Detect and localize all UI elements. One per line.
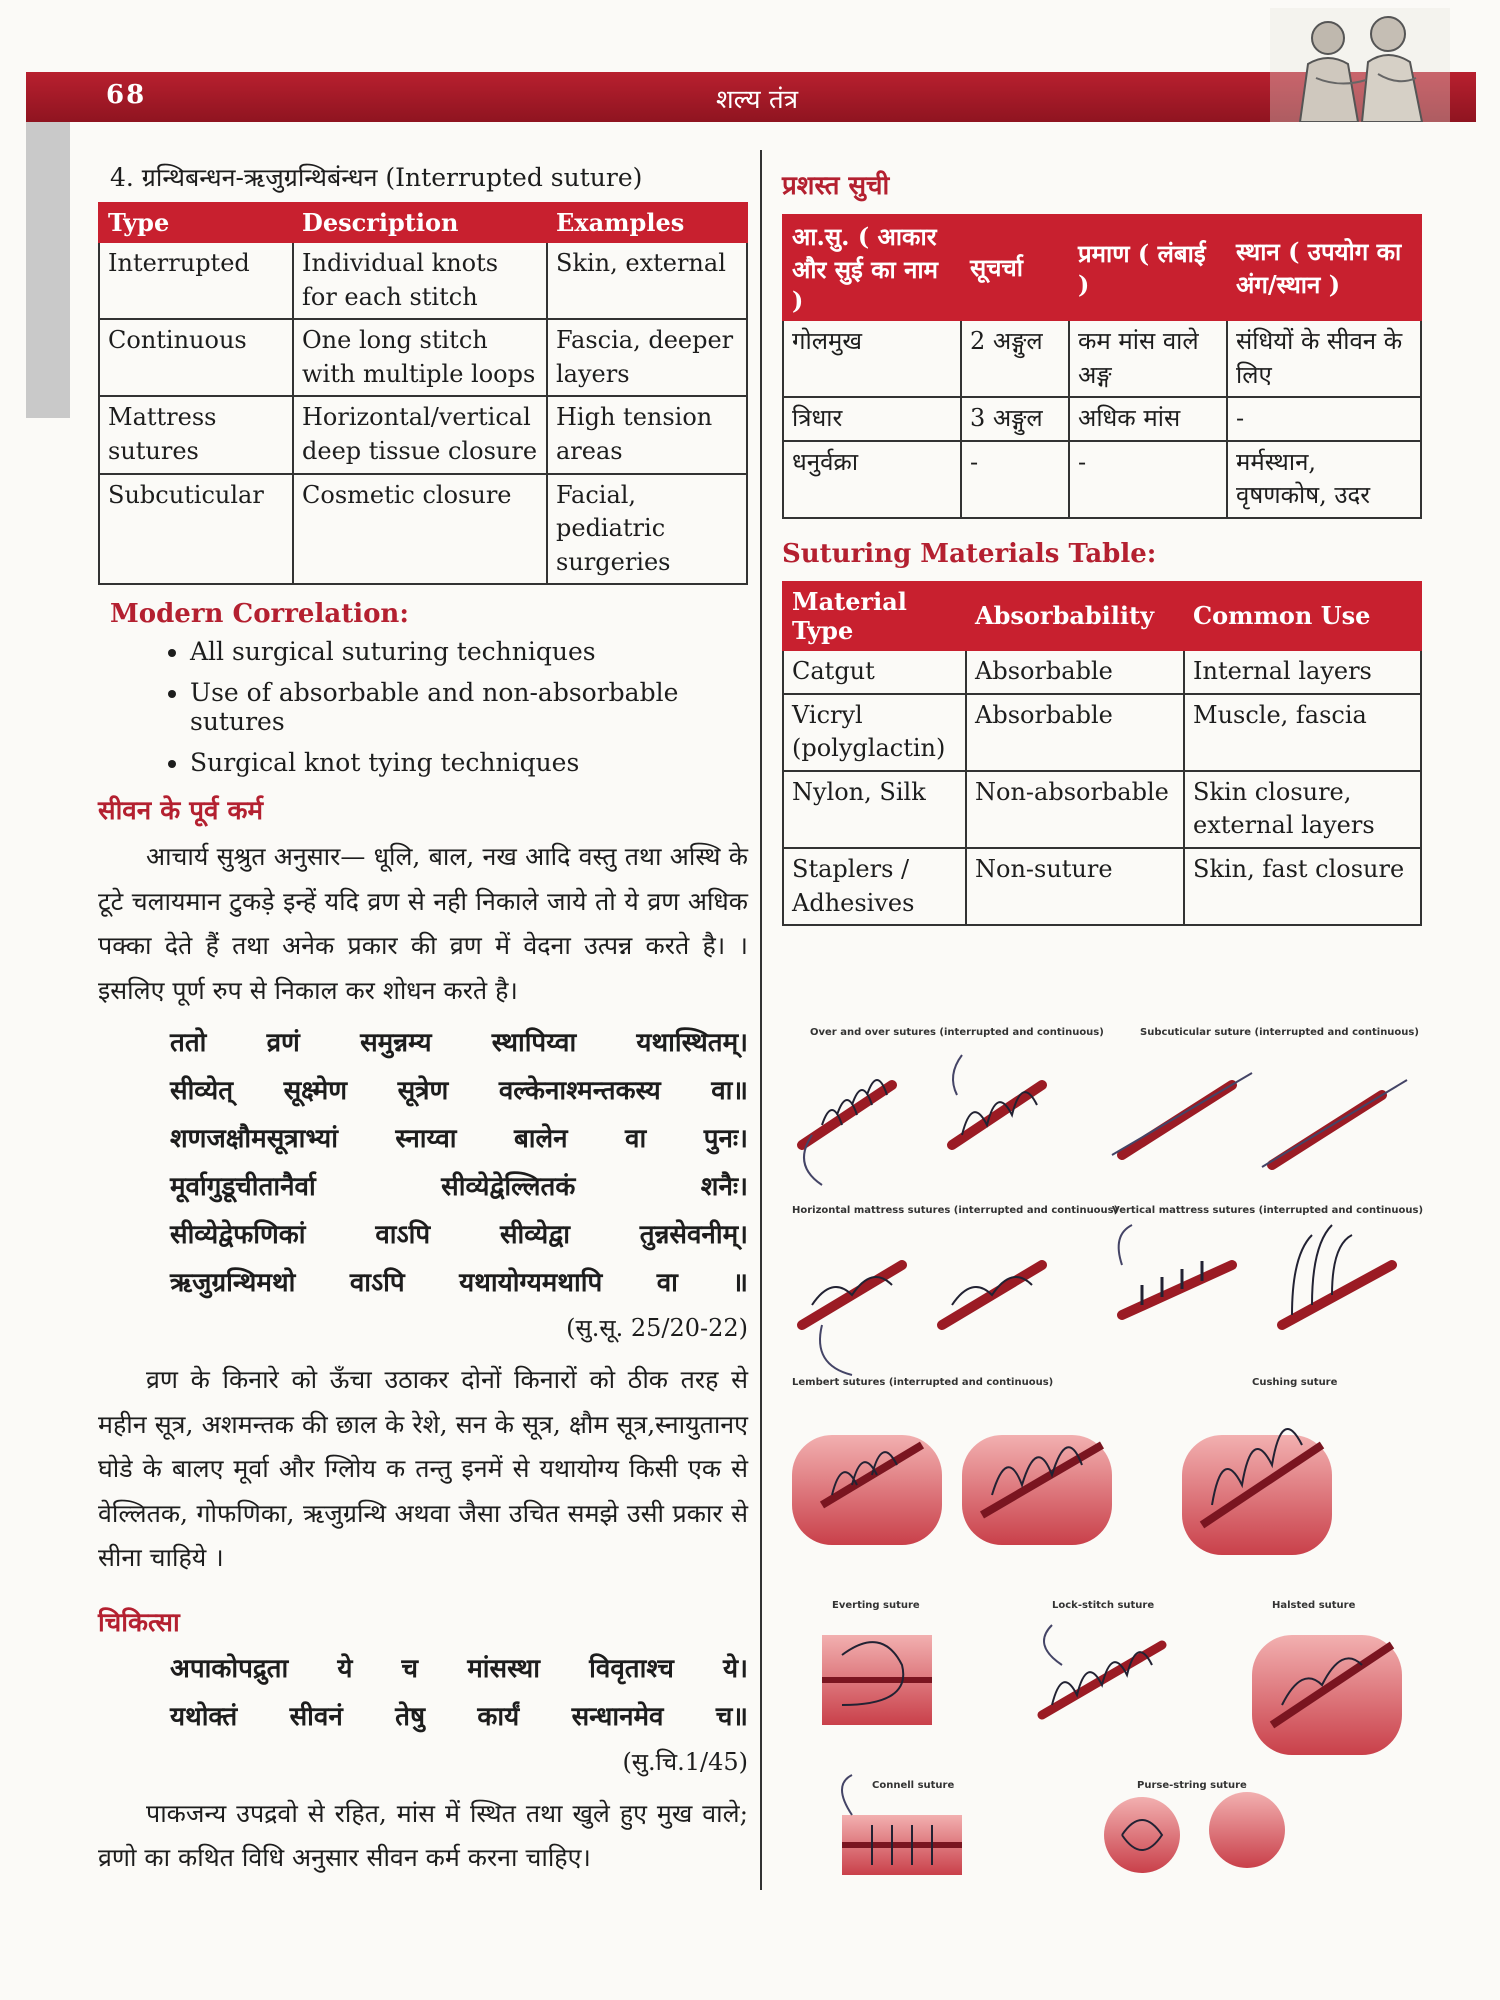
th-absorbability: Absorbability — [966, 582, 1184, 650]
th-examples: Examples — [547, 203, 747, 242]
lembert-continuous-drawing — [962, 1435, 1112, 1545]
table-row — [99, 319, 747, 396]
label-everting: Everting suture — [832, 1600, 920, 1611]
table-cell: Interrupted — [99, 242, 293, 319]
prashast-suchi-heading: प्रशस्त सुची — [782, 171, 890, 201]
table-row — [99, 474, 747, 585]
table-cell: Nylon, Silk — [783, 771, 966, 848]
table-cell: धनुर्वक्रा — [783, 441, 961, 518]
table-cell: Skin, external — [547, 242, 747, 319]
label-halsted: Halsted suture — [1272, 1600, 1356, 1611]
sages-figure-icon — [1270, 8, 1450, 122]
verse-line: अपाकोपद्रुता ये च मांसस्था विवृताश्च ये। — [170, 1653, 748, 1684]
th-material: Material Type — [783, 582, 966, 650]
th-sthana: स्थान ( उपयोग का अंग/स्थान ) — [1227, 215, 1421, 320]
purse-string-closed-drawing — [1209, 1792, 1285, 1868]
th-type: Type — [99, 203, 293, 242]
modern-correlation-list — [98, 637, 748, 777]
verse-line: सीव्येद्वेफणिकां वाऽपि सीव्येद्वा तुन्नसेवनीम्। — [170, 1220, 748, 1251]
table-cell: Mattress sutures — [99, 396, 293, 473]
verse-1-reference: (सु.सू. 25/20-22) — [566, 1314, 748, 1343]
table-cell: Vicryl (polyglactin) — [783, 694, 966, 771]
sanskrit-verse-2 — [170, 1649, 748, 1733]
th-pramana: प्रमाण ( लंबाई ) — [1069, 215, 1227, 320]
purse-string-tied-drawing — [1104, 1797, 1180, 1873]
sanskrit-verse-1 — [170, 1023, 748, 1299]
table-row — [783, 771, 1421, 848]
label-over-and-over: Over and over sutures (interrupted and continuous) — [810, 1027, 1104, 1038]
table-cell: Absorbable — [966, 650, 1184, 694]
label-horizontal-mattress: Horizontal mattress sutures (interrupted and continuous) — [792, 1205, 1119, 1216]
horizontal-mattress-continuous-drawing — [942, 1265, 1042, 1325]
horizontal-mattress-interrupted-drawing — [802, 1265, 902, 1375]
table-row — [783, 694, 1421, 771]
table-cell: Muscle, fascia — [1184, 694, 1421, 771]
modern-correlation-heading: Modern Correlation: — [110, 599, 409, 630]
chikitsa-paragraph: पाकजन्य उपद्रवो से रहित, मांस में स्थित तथा खुले हुए मुख वाले; व्रणो का कथित विधि अनुसार सीवन कर्म करना चाहिए। — [98, 1798, 748, 1873]
cushing-drawing — [1182, 1429, 1332, 1555]
page-edge-tab — [26, 108, 70, 418]
table-cell: मर्मस्थान, वृषणकोष, उदर — [1227, 441, 1421, 518]
table-cell: - — [1069, 441, 1227, 518]
th-suchi: सूचर्चा — [961, 215, 1069, 320]
over-and-over-interrupted-drawing — [802, 1080, 892, 1185]
table-cell: Skin, fast closure — [1184, 848, 1421, 925]
table-cell: High tension areas — [547, 396, 747, 473]
table-cell: कम मांस वाले अङ्ग — [1069, 320, 1227, 397]
table-cell: Absorbable — [966, 694, 1184, 771]
verse-line: मूर्वागुडूचीतानैर्वा सीव्येद्वेल्लितकं शनैः। — [170, 1172, 748, 1203]
table-row — [783, 848, 1421, 925]
table-cell: 2 अङ्गुल — [961, 320, 1069, 397]
label-lock-stitch: Lock-stitch suture — [1052, 1600, 1155, 1611]
page-number: 68 — [106, 80, 147, 110]
purva-karma-paragraph: आचार्य सुश्रुत अनुसार— धूलि, बाल, नख आदि वस्तु तथा अस्थि के टूटे चलायमान टुकड़े इन्हें यदि व्रण से नही निकाले जाये तो ये व्रण अधिक पक्का देते हैं तथा अनेक प्रकार की व्रण में वेदना उत्पन्न करते है। । इसलिए पूर्ण रुप से निकाल कर शोधन करते है। — [98, 842, 748, 1005]
chikitsa-heading: चिकित्सा — [98, 1607, 180, 1638]
verse-line: यथोक्तं सीवनं तेषु कार्यं सन्धानमेव च॥ — [170, 1701, 748, 1732]
table-cell: Skin closure, external layers — [1184, 771, 1421, 848]
right-column — [782, 160, 1422, 926]
th-description: Description — [293, 203, 547, 242]
subcuticular-continuous-drawing — [1262, 1080, 1407, 1167]
lock-stitch-drawing — [1042, 1625, 1162, 1715]
table-header-row — [99, 203, 747, 242]
table-cell: Internal layers — [1184, 650, 1421, 694]
page-header-title: शल्य तंत्र — [716, 85, 799, 115]
th-common-use: Common Use — [1184, 582, 1421, 650]
left-column — [98, 160, 748, 1887]
verse-line: ततो व्रणं समुन्नम्य स्थापिय्वा यथास्थितम्। — [170, 1028, 748, 1059]
table-header-row — [783, 582, 1421, 650]
suture-caption: 4. ग्रन्थिबन्धन-ऋजुग्रन्थिबंन्धन (Interrupted suture) — [110, 163, 643, 192]
suturing-materials-table — [782, 581, 1422, 926]
table-row — [783, 320, 1421, 397]
illustration-drawings — [782, 1025, 1422, 1885]
table-row — [783, 441, 1421, 518]
verse-line: सीव्येत् सूक्ष्मेण सूत्रेण वल्केनाश्मन्तकस्य वा॥ — [170, 1076, 748, 1107]
th-needle-name: आ.सु. ( आकार और सुई का नाम ) — [783, 215, 961, 320]
vertical-mattress-continuous-drawing — [1282, 1225, 1392, 1325]
verse-line: ऋजुग्रन्थिमथो वाऽपि यथायोग्यमथापि वा ॥ — [170, 1268, 748, 1299]
table-cell: Subcuticular — [99, 474, 293, 585]
table-cell: Individual knots for each stitch — [293, 242, 547, 319]
label-cushing: Cushing suture — [1252, 1377, 1338, 1388]
over-and-over-continuous-drawing — [952, 1055, 1042, 1145]
table-cell: Facial, pediatric surgeries — [547, 474, 747, 585]
suture-method-paragraph: व्रण के किनारे को ऊँचा उठाकर दोनों किनारों को ठीक तरह से महीन सूत्र, अशमन्तक की छाल के रेशे, सन के सूत्र, क्षौम सूत्र,स्नायुतानए घोडे के बालए मूर्वा और ग्लिोय क तन्तु इनमें से यथायोग्य किसी एक से वेल्लितक, गोफणिका, ऋजुग्रन्थि अथवा जैसा उचित समझे उसी प्रकार से सीना चाहिये । — [98, 1365, 748, 1573]
table-cell: - — [961, 441, 1069, 518]
list-item: • All surgical suturing techniques — [190, 637, 748, 666]
label-subcuticular: Subcuticular suture (interrupted and continuous) — [1140, 1027, 1419, 1038]
table-cell: Non-suture — [966, 848, 1184, 925]
suture-type-table — [98, 202, 748, 585]
verse-line: शणजक्षौमसूत्राभ्यां स्नाय्वा बालेन वा पुनः। — [170, 1124, 748, 1155]
column-divider — [760, 150, 762, 1890]
table-row — [783, 397, 1421, 441]
connell-drawing — [842, 1775, 962, 1875]
table-cell: 3 अङ्गुल — [961, 397, 1069, 441]
table-row — [99, 242, 747, 319]
table-header-row — [783, 215, 1421, 320]
needle-table — [782, 214, 1422, 519]
table-cell: - — [1227, 397, 1421, 441]
lembert-interrupted-drawing — [792, 1435, 942, 1545]
suturing-materials-heading: Suturing Materials Table: — [782, 538, 1157, 569]
table-cell: Catgut — [783, 650, 966, 694]
table-cell: One long stitch with multiple loops — [293, 319, 547, 396]
table-cell: Non-absorbable — [966, 771, 1184, 848]
table-cell: Staplers / Adhesives — [783, 848, 966, 925]
page-header — [26, 72, 1476, 122]
everting-drawing — [822, 1635, 932, 1725]
list-item: • Use of absorbable and non-absorbable sutures — [190, 678, 748, 736]
halsted-drawing — [1252, 1635, 1402, 1755]
table-cell: संधियों के सीवन के लिए — [1227, 320, 1421, 397]
vertical-mattress-interrupted-drawing — [1119, 1225, 1232, 1315]
suture-illustrations — [782, 1025, 1422, 1885]
table-row — [99, 396, 747, 473]
label-vertical-mattress: Vertical mattress sutures (interrupted and continuous) — [1112, 1205, 1424, 1216]
purva-karma-heading: सीवन के पूर्व कर्म — [98, 796, 264, 827]
verse-2-reference: (सु.चि.1/45) — [622, 1747, 748, 1776]
table-cell: अधिक मांस — [1069, 397, 1227, 441]
label-lembert: Lembert sutures (interrupted and continuous) — [792, 1377, 1054, 1388]
table-row — [783, 650, 1421, 694]
subcuticular-interrupted-drawing — [1112, 1073, 1252, 1155]
table-cell: गोलमुख — [783, 320, 961, 397]
table-cell: त्रिधार — [783, 397, 961, 441]
list-item: • Surgical knot tying techniques — [190, 748, 748, 777]
table-cell: Cosmetic closure — [293, 474, 547, 585]
table-cell: Continuous — [99, 319, 293, 396]
table-cell: Fascia, deeper layers — [547, 319, 747, 396]
label-connell: Connell suture — [872, 1780, 955, 1791]
table-cell: Horizontal/vertical deep tissue closure — [293, 396, 547, 473]
label-purse-string: Purse-string suture — [1137, 1780, 1247, 1791]
